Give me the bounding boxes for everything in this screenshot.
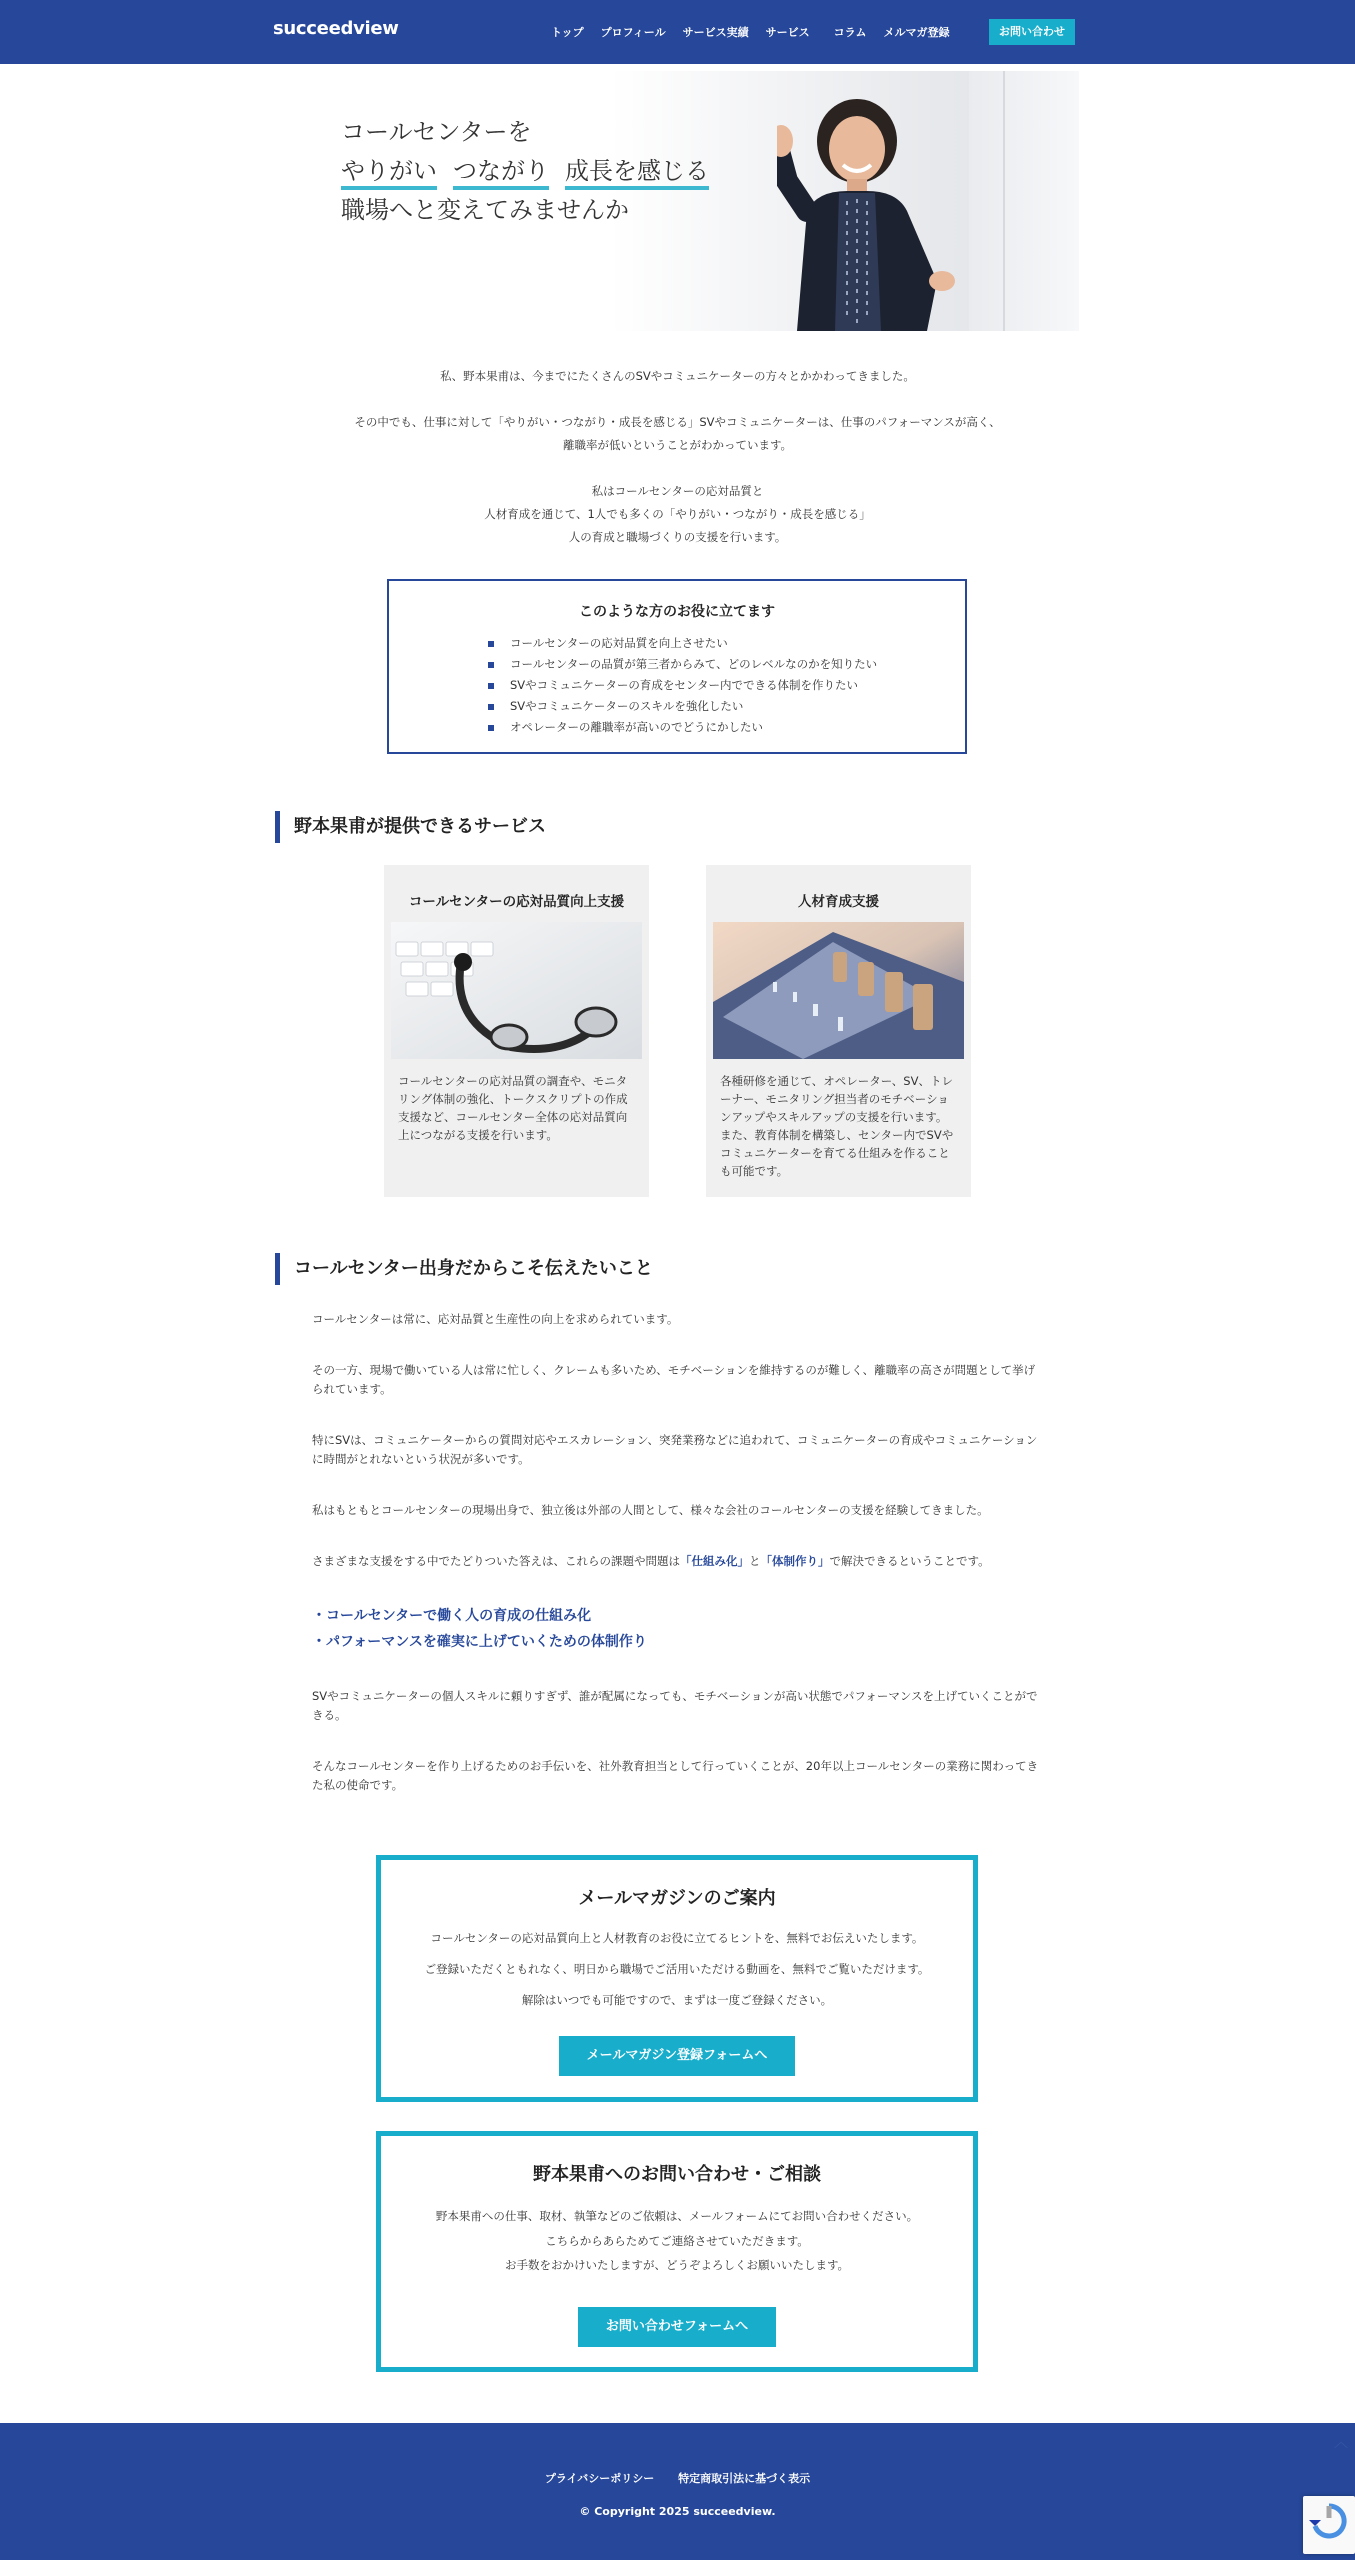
message-body: [312, 1310, 1042, 1827]
message-line: に時間がとれないという状況が多いです。: [312, 1452, 530, 1466]
mailmag-text-3: 解除はいつでも可能ですので、まずは一度ご登録ください。: [521, 1993, 833, 2007]
card-text-line: コミュニケーターを育てる仕組みを作ること: [720, 1146, 950, 1160]
hero-banner: [297, 71, 1079, 331]
hero-line-2: [341, 152, 709, 191]
service-card-quality[interactable]: [384, 865, 649, 1197]
message-text: で解決できるということです。: [829, 1554, 990, 1568]
footer-links: [0, 2470, 1355, 2486]
contact-form-button[interactable]: お問い合わせフォームへ: [578, 2307, 776, 2347]
message-paragraph: [312, 1687, 1042, 1725]
contact-text-1: 野本果甫への仕事、取材、執筆などのご依頼は、メールフォームにてお問い合わせください。: [435, 2209, 919, 2223]
key-points: [312, 1603, 1042, 1655]
services-heading: 野本果甫が提供できるサービス: [275, 811, 546, 843]
message-text: と: [749, 1554, 761, 1568]
copyright: © Copyright 2025 succeedview.: [579, 2505, 776, 2518]
mailmag-register-button[interactable]: メールマガジン登録フォームへ: [559, 2036, 795, 2076]
key-point: ・コールセンターで働く人の育成の仕組み化: [312, 1608, 592, 1624]
card-text-line: も可能です。: [720, 1164, 789, 1178]
hero-word-yarigai: やりがい: [341, 157, 437, 190]
message-line: きる。: [312, 1708, 347, 1722]
portrait-photo: [777, 91, 1007, 331]
highlight-systemization: 「仕組み化」: [680, 1554, 749, 1568]
list-item: コールセンターの品質が第三者からみて、どのレベルなのかを知りたい: [488, 654, 877, 675]
intro-paragraph-3: [0, 480, 1355, 549]
intro-p2-line2: 離職率が低いということがわかっています。: [562, 438, 793, 452]
list-item: コールセンターの応対品質を向上させたい: [488, 633, 877, 654]
target-audience-title: このような方のお役に立てます: [579, 604, 775, 620]
message-line: た私の使命です。: [312, 1778, 404, 1792]
message-line: SVやコミュニケーターの個人スキルに頼りすぎず、誰が配属になっても、モチベーションが高い状態でパフォーマンスを上げていくことがで: [312, 1689, 1038, 1703]
recaptcha-icon: [1303, 2496, 1355, 2554]
message-line: その一方、現場で働いている人は常に忙しく、クレームも多いため、モチベーションを維持するのが難しく、離職率の高さが問題として挙げ: [312, 1363, 1036, 1377]
service-card-title: コールセンターの応対品質向上支援: [408, 894, 625, 910]
service-card-title: 人材育成支援: [798, 894, 879, 910]
intro-p3-line2: 人材育成を通じて、1人でも多くの「やりがい・つながり・成長を感じる」: [484, 507, 871, 521]
card-text-line: 上につながる支援を行います。: [398, 1128, 558, 1142]
nav-item-mailmag[interactable]: メルマガ登録: [883, 26, 950, 39]
highlight-structure: 「体制作り」: [760, 1554, 830, 1568]
message-paragraph: [312, 1431, 1042, 1469]
message-paragraph: [312, 1361, 1042, 1399]
nav-item-profile[interactable]: プロフィール: [600, 26, 666, 39]
target-audience-list: [488, 633, 877, 738]
contact-text-2: こちらからあらためてご連絡させていただきます。: [545, 2234, 809, 2248]
contact-title: 野本果甫へのお問い合わせ・ご相談: [533, 2164, 821, 2185]
mailmag-text-1: コールセンターの応対品質向上と人材教育のお役に立てるヒントを、無料でお伝えいたします。: [430, 1931, 924, 1945]
message-line: 特にSVは、コミュニケーターからの質問対応やエスカレーション、突発業務などに追われて、コミュニケーターの育成やコミュニケーション: [312, 1433, 1038, 1447]
recaptcha-badge[interactable]: [1303, 2496, 1355, 2554]
intro-paragraph-1: 私、野本果甫は、今までにたくさんのSVやコミュニケーターの方々とかかわってきました。: [440, 369, 915, 383]
nav-item-service[interactable]: サービス: [765, 26, 810, 39]
message-paragraph: [312, 1757, 1042, 1795]
commercial-law-link[interactable]: 特定商取引法に基づく表示: [678, 2472, 811, 2485]
service-card-training[interactable]: [706, 865, 971, 1197]
contact-nav-button[interactable]: お問い合わせ: [989, 19, 1075, 45]
list-item: オペレーターの離職率が高いのでどうにかしたい: [488, 717, 877, 738]
message-text: さまざまな支援をする中でたどりついた答えは、これらの課題や問題は: [312, 1554, 680, 1568]
nav-item-achievements[interactable]: サービス実績: [682, 26, 749, 39]
contact-text-3: お手数をおかけいたしますが、どうぞよろしくお願いいたします。: [504, 2258, 850, 2272]
hero-line-1: コールセンターを: [341, 118, 532, 146]
card-text-line: また、教育体制を構築し、センター内でSVや: [720, 1128, 954, 1142]
intro-p3-line3: 人の育成と職場づくりの支援を行います。: [568, 530, 787, 544]
intro-text: [0, 365, 1355, 572]
message-paragraph: コールセンターは常に、応対品質と生産性の向上を求められています。: [312, 1312, 679, 1326]
list-item: SVやコミュニケーターのスキルを強化したい: [488, 696, 877, 717]
nav-item-top[interactable]: トップ: [551, 26, 584, 39]
card-text-line: 各種研修を通じて、オペレーター、SV、トレ: [720, 1074, 953, 1088]
intro-p2-line1: その中でも、仕事に対して「やりがい・つながり・成長を感じる」SVやコミュニケーターは、仕事のパフォーマンスが高く、: [354, 415, 1001, 429]
seminar-room-image: [713, 922, 964, 1059]
card-text-line: ーナー、モニタリング担当者のモチベーショ: [720, 1092, 949, 1106]
hero-word-seichou: 成長を感じる: [565, 157, 709, 190]
message-paragraph: [312, 1552, 1042, 1571]
headset-image: [391, 922, 642, 1059]
card-text-line: コールセンターの応対品質の調査や、モニタ: [398, 1074, 628, 1088]
intro-paragraph-2: [0, 411, 1355, 457]
privacy-policy-link[interactable]: プライバシーポリシー: [544, 2472, 655, 2485]
site-footer: [0, 2423, 1355, 2560]
mailmag-title: メールマガジンのご案内: [578, 1888, 776, 1909]
target-audience-box: [387, 579, 967, 754]
list-item: SVやコミュニケーターの育成をセンター内でできる体制を作りたい: [488, 675, 877, 696]
nav-item-column[interactable]: コラム: [833, 26, 867, 39]
message-line: そんなコールセンターを作り上げるためのお手伝いを、社外教育担当として行っていくことが、20年以上コールセンターの業務に関わってき: [312, 1759, 1039, 1773]
hero-headline: [341, 113, 709, 230]
key-point: ・パフォーマンスを確実に上げていくための体制作り: [312, 1634, 647, 1650]
hero-word-tsunagari: つながり: [453, 157, 549, 190]
main-nav: [551, 24, 966, 40]
card-text-line: リング体制の強化、トークスクリプトの作成: [398, 1092, 628, 1106]
site-header: [0, 0, 1355, 64]
mailmag-box: [376, 1855, 978, 2102]
intro-p3-line1: 私はコールセンターの応対品質と: [591, 484, 764, 498]
card-text-line: ンアップやスキルアップの支援を行います。: [720, 1110, 948, 1124]
message-paragraph: 私はもともとコールセンターの現場出身で、独立後は外部の人間として、様々な会社のコールセンターの支援を経験してきました。: [312, 1503, 989, 1517]
message-heading: コールセンター出身だからこそ伝えたいこと: [275, 1253, 653, 1285]
contact-box: [376, 2131, 978, 2372]
hero-line-3: 職場へと変えてみませんか: [341, 196, 629, 224]
service-card-description: [398, 1072, 635, 1144]
mailmag-text-2: ご登録いただくともれなく、明日から職場でご活用いただける動画を、無料でご覧いただけます。: [424, 1962, 930, 1976]
message-line: られています。: [312, 1382, 392, 1396]
site-logo[interactable]: succeedview: [273, 18, 399, 39]
service-card-description: [720, 1072, 957, 1180]
chevron-up-icon[interactable]: ︿: [1334, 2435, 1348, 2451]
card-text-line: 支援など、コールセンター全体の応対品質向: [398, 1110, 628, 1124]
